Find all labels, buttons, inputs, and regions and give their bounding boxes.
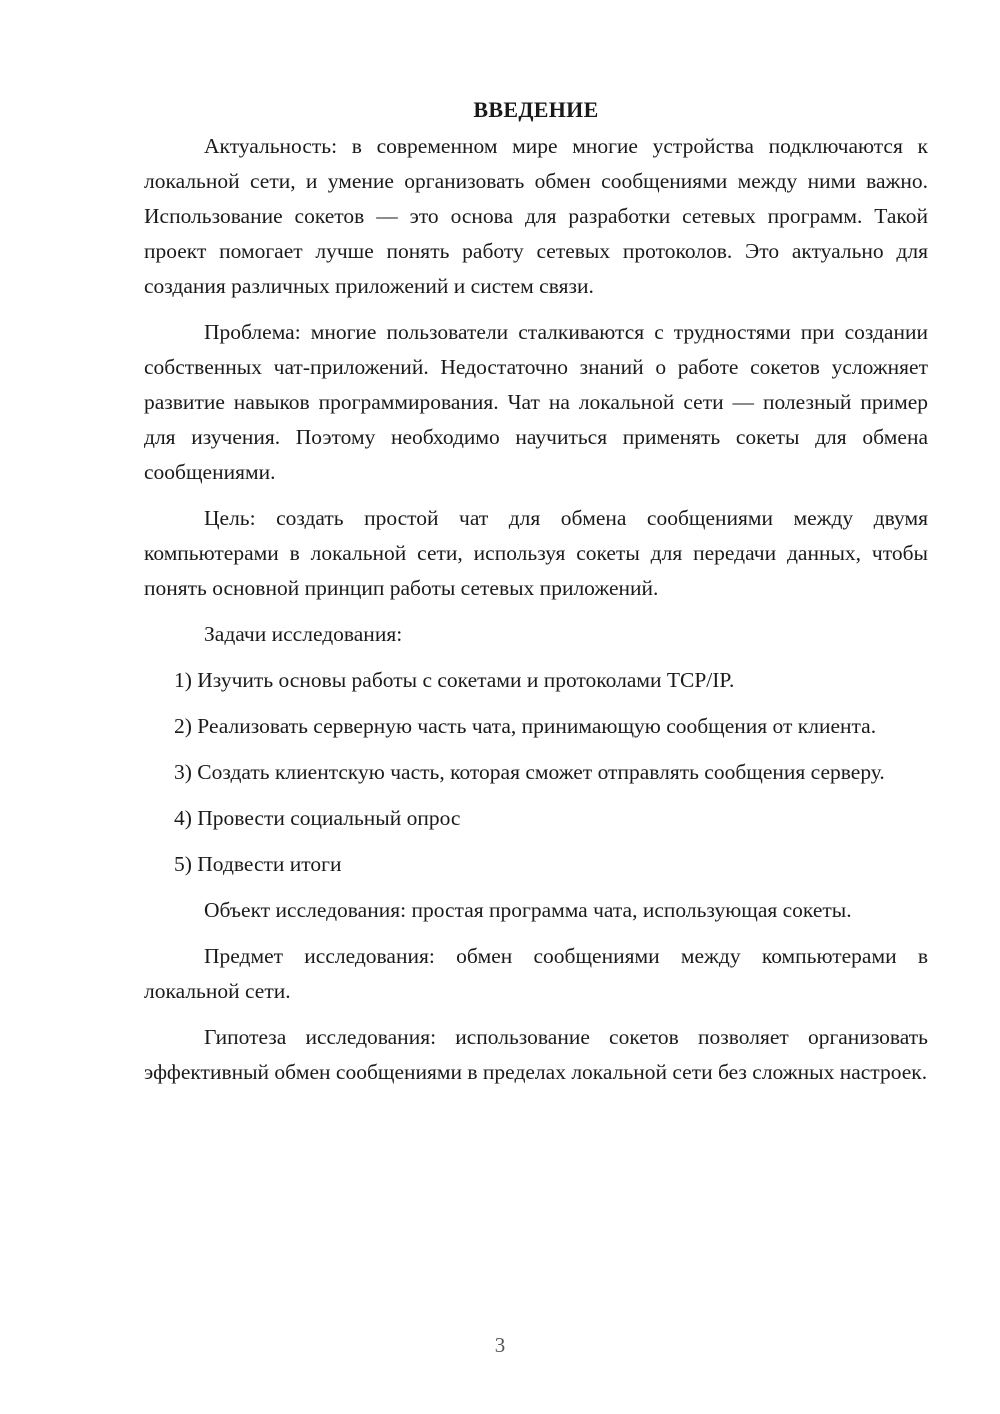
object-paragraph: Объект исследования: простая программа чата, использующая сокеты. bbox=[204, 898, 852, 922]
task-item-2: 2) Реализовать серверную часть чата, принимающую сообщения от клиента. bbox=[174, 714, 877, 738]
task-item-4: 4) Провести социальный опрос bbox=[174, 806, 461, 830]
section-heading: ВВЕДЕНИЕ bbox=[473, 97, 599, 122]
task-item-5: 5) Подвести итоги bbox=[174, 852, 342, 876]
page-number: 3 bbox=[494, 1333, 506, 1357]
goal-paragraph: Цель: создать простой чат для обмена сообщениями между двумя компьютерами в локальной сети, используя сокеты для передачи данных, чтобы понять основной принцип работы сетевых приложений. bbox=[144, 506, 928, 600]
subject-paragraph: Предмет исследования: обмен сообщениями между компьютерами в локальной сети. bbox=[144, 944, 928, 1003]
tasks-heading: Задачи исследования: bbox=[204, 622, 403, 646]
problem-paragraph: Проблема: многие пользователи сталкиваются с трудностями при создании собственных чат-приложений. Недостаточно знаний о работе сокетов усложняет развитие навыков программирования. Чат на локальной сети — полезный пример для изучения. Поэтому необходимо научиться применять сокеты для обмена сообщениями. bbox=[144, 320, 928, 484]
relevance-paragraph: Актуальность: в современном мире многие устройства подключаются к локальной сети, и умение организовать обмен сообщениями между ними важно. Использование сокетов — это основа для разработки сетевых программ. Такой проект помогает лучше понять работу сетевых протоколов. Это актуально для создания различных приложений и систем связи. bbox=[144, 134, 928, 298]
document-page bbox=[144, 92, 928, 1101]
hypothesis-paragraph: Гипотеза исследования: использование сокетов позволяет организовать эффективный обмен сообщениями в пределах локальной сети без сложных настроек. bbox=[144, 1025, 928, 1084]
task-item-3: 3) Создать клиентскую часть, которая сможет отправлять сообщения серверу. bbox=[174, 760, 885, 784]
task-item-1: 1) Изучить основы работы с сокетами и протоколами TCP/IP. bbox=[174, 668, 735, 692]
